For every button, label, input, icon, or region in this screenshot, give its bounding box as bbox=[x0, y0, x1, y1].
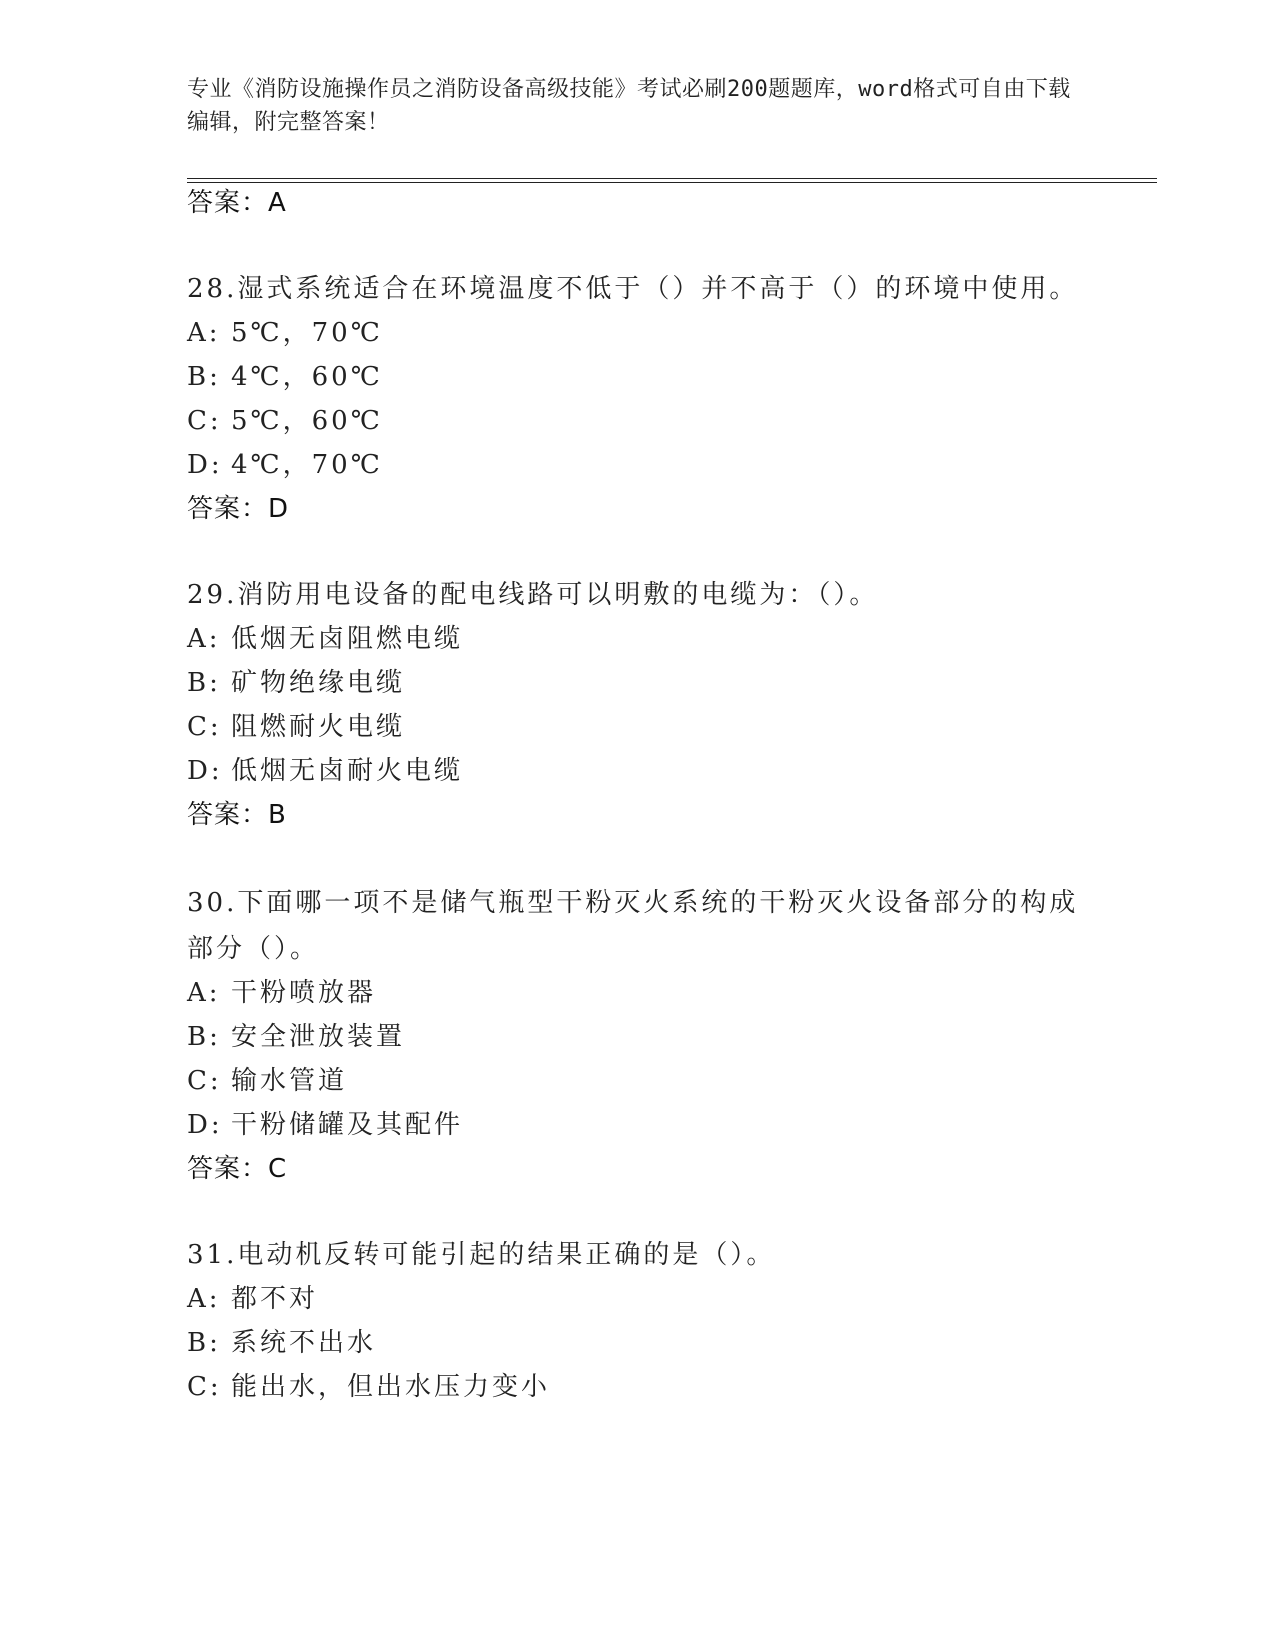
option-letter: D: bbox=[187, 1110, 223, 1140]
option-text: 低烟无卤耐火电缆 bbox=[231, 756, 464, 786]
question-28-option-d bbox=[187, 448, 383, 482]
answer-q28: 答案：D bbox=[187, 494, 290, 524]
answer-q27: 答案：A bbox=[187, 188, 287, 218]
option-text: 都不对 bbox=[231, 1284, 319, 1314]
option-text: 系统不出水 bbox=[231, 1328, 377, 1358]
option-letter: D: bbox=[187, 756, 223, 786]
option-letter: C: bbox=[187, 712, 222, 742]
option-letter: C: bbox=[187, 1066, 222, 1096]
option-letter: B: bbox=[187, 1328, 221, 1358]
question-30-option-d bbox=[187, 1108, 463, 1142]
question-31-option-c bbox=[187, 1370, 550, 1404]
option-letter: A: bbox=[187, 1284, 221, 1314]
option-letter: D: bbox=[187, 450, 223, 480]
option-letter: C: bbox=[187, 406, 222, 436]
option-letter: A: bbox=[187, 624, 221, 654]
option-letter: A: bbox=[187, 978, 221, 1008]
option-letter: C: bbox=[187, 1372, 222, 1402]
question-31-option-b bbox=[187, 1326, 376, 1360]
option-letter: B: bbox=[187, 362, 221, 392]
question-28: 28.湿式系统适合在环境温度不低于（）并不高于（）的环境中使用。 bbox=[187, 274, 1079, 304]
option-text: 干粉喷放器 bbox=[231, 978, 377, 1008]
option-letter: B: bbox=[187, 668, 221, 698]
option-text: 4℃，70℃ bbox=[231, 450, 383, 480]
option-text: 4℃，60℃ bbox=[231, 362, 383, 392]
question-28-option-b bbox=[187, 360, 383, 394]
question-29-option-b bbox=[187, 666, 405, 700]
document-header: 专业《消防设施操作员之消防设备高级技能》考试必刷200题题库，word格式可自由下载编辑，附完整答案！ bbox=[187, 77, 1071, 135]
question-29-option-c bbox=[187, 710, 405, 744]
option-text: 5℃，60℃ bbox=[231, 406, 383, 436]
option-text: 5℃，70℃ bbox=[231, 318, 383, 348]
question-28-option-a bbox=[187, 316, 383, 350]
question-29: 29.消防用电设备的配电线路可以明敷的电缆为：（）。 bbox=[187, 580, 879, 610]
question-29-option-d bbox=[187, 754, 463, 788]
option-text: 能出水，但出水压力变小 bbox=[231, 1372, 551, 1402]
question-30-option-c bbox=[187, 1064, 347, 1098]
header-divider bbox=[187, 178, 1157, 183]
question-30-option-b bbox=[187, 1020, 405, 1054]
question-30-option-a bbox=[187, 976, 376, 1010]
question-31: 31.电动机反转可能引起的结果正确的是（）。 bbox=[187, 1240, 776, 1270]
option-text: 矿物绝缘电缆 bbox=[231, 668, 406, 698]
option-letter: A: bbox=[187, 318, 221, 348]
answer-q30: 答案：C bbox=[187, 1154, 288, 1184]
question-29-option-a bbox=[187, 622, 463, 656]
question-30: 30.下面哪一项不是储气瓶型干粉灭火系统的干粉灭火设备部分的构成部分（）。 bbox=[187, 888, 1079, 964]
question-28-option-c bbox=[187, 404, 383, 438]
option-text: 阻燃耐火电缆 bbox=[231, 712, 406, 742]
question-31-option-a bbox=[187, 1282, 318, 1316]
option-letter: B: bbox=[187, 1022, 221, 1052]
option-text: 安全泄放装置 bbox=[231, 1022, 406, 1052]
option-text: 低烟无卤阻燃电缆 bbox=[231, 624, 464, 654]
option-text: 输水管道 bbox=[231, 1066, 348, 1096]
answer-q29: 答案：B bbox=[187, 800, 287, 830]
option-text: 干粉储罐及其配件 bbox=[231, 1110, 464, 1140]
